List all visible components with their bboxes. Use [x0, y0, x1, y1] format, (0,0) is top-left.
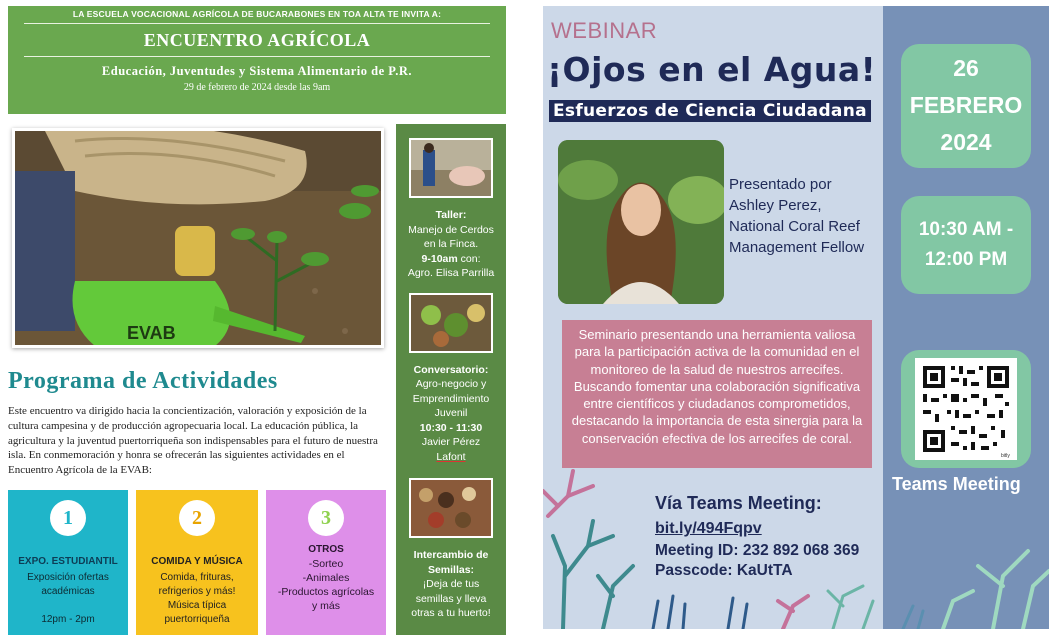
activity-line: -Sorteo [308, 558, 344, 570]
date-badge [901, 44, 1031, 168]
activity-line: Comida, frituras, [160, 572, 234, 583]
presenter-info [729, 174, 864, 258]
taller-host: Agro. Elisa Parrilla [407, 267, 495, 279]
event-subtitle: Educación, Juventudes y Sistema Alimentario de P.R. [101, 64, 413, 78]
activity-line: -Animales [302, 572, 350, 584]
encuentro-agricola-poster [0, 0, 513, 635]
qr-badge [901, 350, 1031, 468]
taller-time-line [396, 252, 506, 267]
webinar-poster [543, 6, 1049, 629]
activity-number: 2 [179, 500, 215, 536]
intercambio-line: ¡Deja de tus [422, 578, 480, 590]
time-start: 10:30 AM - [918, 219, 1014, 240]
time-end: 12:00 PM [924, 249, 1008, 270]
intercambio-line: semillas y lleva [415, 592, 487, 605]
poster-header [8, 6, 506, 114]
conversatorio-title: Conversatorio: [413, 363, 489, 376]
meeting-credentials [655, 541, 859, 581]
presenter-line: Presentado por [729, 176, 832, 193]
taller-time: 9-10am [421, 252, 458, 265]
presenter-line: National Coral Reef [729, 218, 860, 235]
presenter-photo [558, 140, 724, 304]
program-title: Programa de Actividades [8, 368, 278, 394]
activity-line: -Productos agrícolas [277, 586, 375, 598]
date-month: FEBRERO [909, 92, 1023, 118]
webinar-label: WEBINAR [551, 18, 658, 43]
activity-details [8, 571, 128, 627]
activity-details [266, 557, 386, 613]
watering-can-photo [12, 128, 384, 348]
meeting-id: Meeting ID: 232 892 068 369 [655, 542, 860, 559]
conversatorio-host: Lafont [436, 450, 466, 463]
event-date: 29 de febrero de 2024 desde las 9am [183, 82, 331, 93]
invite-text: LA ESCUELA VOCACIONAL AGRÍCOLA DE BUCARABONES EN TOA ALTA TE INVITA A: [72, 9, 442, 19]
garden-illustration [15, 131, 384, 348]
taller-time-suffix: con: [457, 252, 481, 265]
activity-number: 3 [308, 500, 344, 536]
presenter-name: Ashley Perez, [729, 197, 822, 214]
qr-code[interactable] [915, 358, 1017, 460]
conversatorio-host: Javier Pérez [421, 436, 481, 448]
activity-line: académicas [41, 586, 95, 597]
activity-line: puertorriqueña [164, 614, 230, 625]
presenter-line: Management Fellow [729, 239, 865, 256]
header-divider-2 [24, 56, 490, 57]
webinar-title: ¡Ojos en el Agua! [547, 50, 877, 89]
activity-box-3 [266, 490, 386, 635]
conversatorio-time: 10:30 - 11:30 [419, 421, 483, 434]
produce-photo [409, 293, 493, 353]
activity-title: EXPO. ESTUDIANTIL [18, 556, 118, 567]
webinar-subtitle: Esfuerzos de Ciencia Ciudadana [549, 100, 871, 122]
activity-box-2 [136, 490, 258, 635]
can-label: EVAB [127, 323, 176, 343]
conversatorio-line: Agro-negocio y [415, 378, 487, 390]
meeting-link[interactable]: bit.ly/494Fqpv [655, 520, 762, 537]
intercambio-title: Intercambio de [413, 549, 489, 561]
taller-line: en la Finca. [423, 238, 479, 250]
intercambio-line: otras a tu huerto! [411, 607, 491, 619]
program-description: Este encuentro va dirigido hacia la concientización, valoración y exposición de la cultura campesina y de producción agropecuaria local. La educación pública, la agricultura y la juventud puertorriqueña son indispensables para el futuro de nuestra isla. En conmemoración y honra se ofrecerán las siguientes actividades en el Encuentro Agrícola de la EVAB: [8, 405, 378, 477]
taller-title: Taller: [435, 209, 467, 221]
schedule-sidebar [396, 124, 506, 635]
conversatorio-line: Juvenil [434, 407, 468, 419]
qr-brand: bitly [1001, 453, 1010, 459]
seminar-description: Seminario presentando una herramienta valiosa para la participación activa de la comunidad en el monitoreo de la salud de nuestros arrecifes. Buscando fomentar una colaboración significativa entre científicos y ciudadanos comprometidos, destacando la importancia de esta sinergia para la conservación efectiva de los arrecifes de coral. [562, 320, 872, 468]
qr-caption: Teams Meeting [892, 474, 1021, 494]
date-year: 2024 [940, 129, 992, 155]
activity-title: COMIDA Y MÚSICA [151, 556, 243, 567]
activity-line: refrigerios y más! [158, 586, 236, 597]
activity-number: 1 [50, 500, 86, 536]
pig-photo [409, 138, 493, 198]
activity-spacer [8, 599, 128, 613]
activity-details [136, 571, 258, 627]
activity-time: 12pm - 2pm [41, 614, 95, 625]
date-day: 26 [953, 55, 979, 81]
activity-line: Exposición ofertas [27, 572, 109, 583]
header-divider [24, 23, 490, 24]
seeds-photo [409, 478, 493, 538]
activity-line: Música típica [167, 600, 227, 611]
conversatorio-line: Emprendimiento [412, 392, 490, 405]
time-badge [901, 196, 1031, 294]
qr-code-icon [915, 358, 1017, 460]
activity-box-1 [8, 490, 128, 635]
activity-title: OTROS [308, 544, 344, 555]
taller-line: Manejo de Cerdos [408, 223, 494, 236]
meeting-passcode: Passcode: KaUtTA [655, 562, 793, 579]
event-title: ENCUENTRO AGRÍCOLA [143, 30, 371, 50]
activity-line: y más [311, 600, 340, 612]
intercambio-title-2: Semillas: [427, 563, 475, 576]
teams-label: Vía Teams Meeting: [655, 493, 822, 513]
